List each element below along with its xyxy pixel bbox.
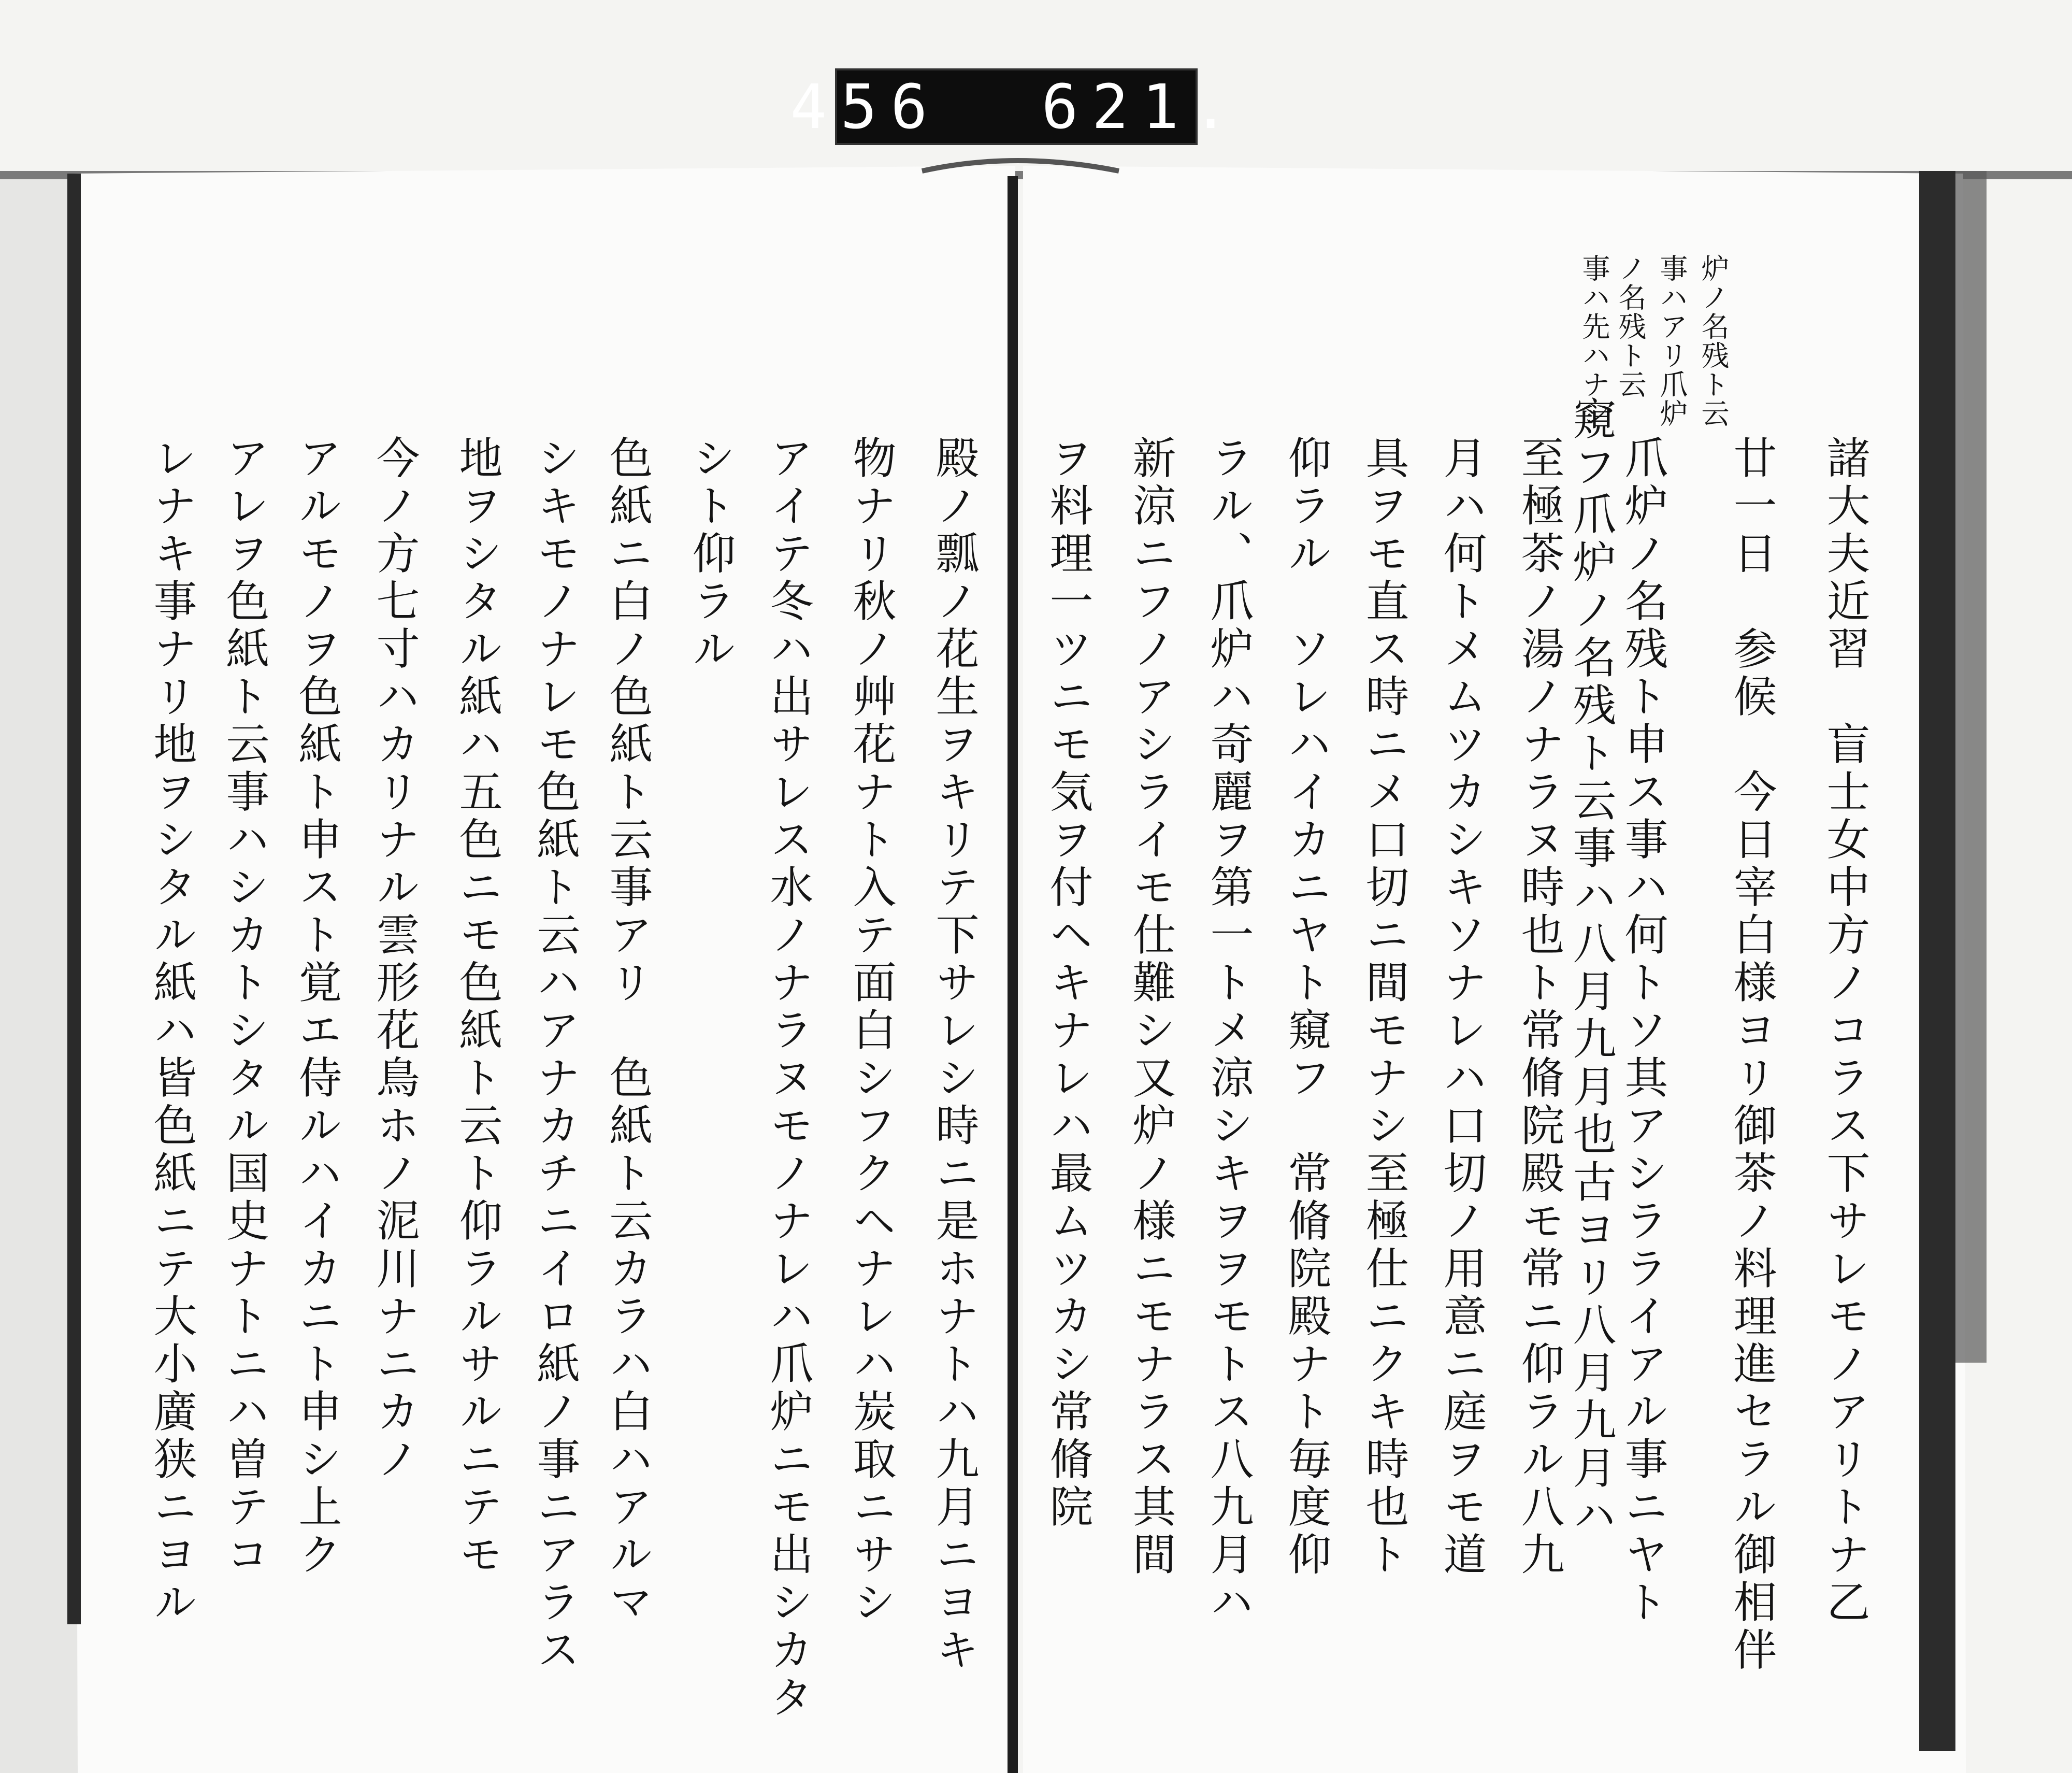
left-column-3: アイテ冬ハ出サレス水ノナラヌモノナレハ爪炉ニモ出シカタ [763, 435, 814, 1722]
left-column-6: シキモノナレモ色紙ト云ハアナカチニイロ紙ノ事ニアラス [530, 435, 581, 1675]
left-column-1: 殿ノ瓢ノ花生ヲキリテ下サレシ時ニ是ホナトハ九月ニヨキ [929, 435, 980, 1675]
right-column-6: 月ハ何トメムツカシキソナレハ口切ノ用意ニ庭ヲモ道 [1436, 435, 1487, 1579]
right-column-7: 具ヲモ直ス時ニメ口切ニ間モナシ至極仕ニクキ時也ト [1359, 435, 1409, 1579]
left-column-5: 色紙ニ白ノ色紙ト云事アリ 色紙ト云カラハ白ハアルマ [602, 435, 653, 1627]
left-page-edge [67, 174, 81, 1624]
margin-note-line-3: ノ名残ト云 [1614, 254, 1647, 399]
margin-note-line-1: 炉ノ名残ト云 [1697, 254, 1730, 428]
right-column-1: 諸大夫近習 盲士女中方ノコラス下サレモノアリトナ乙 [1820, 435, 1870, 1627]
left-column-9: アルモノヲ色紙ト申スト覚エ侍ルハイカニト申シ上ク [292, 435, 342, 1579]
right-column-5: 至極茶ノ湯ノナラヌ時也ト常脩院殿モ常ニ仰ラル八九 [1514, 435, 1565, 1579]
right-column-3: 爪炉ノ名残ト申ス事ハ何トソ其アシラライアル事ニヤト [1618, 435, 1668, 1627]
right-column-11: ヲ料理一ツニモ気ヲ付ヘキナレハ最ムツカシ常脩院 [1043, 435, 1093, 1532]
right-column-4: 窺フ爪炉ノ名残ト云事ハ八月九月也古ヨリ八月九月ハ [1566, 396, 1617, 1540]
right-column-10: 新涼ニフノアシライモ仕難シ又炉ノ様ニモナラス其間 [1126, 435, 1176, 1579]
left-column-4: シト仰ラル [685, 435, 736, 674]
archive-number-text: 456 621. [790, 71, 1243, 142]
left-column-8: 今ノ方七寸ハカリナル雲形花鳥ホノ泥川ナニカノ [369, 435, 420, 1484]
margin-note-line-4: 事ハ先ハナシ [1578, 254, 1610, 428]
right-column-2: 廿一日 参候 今日宰白様ヨリ御茶ノ料理進セラル御相伴 [1726, 435, 1777, 1675]
left-column-2: 物ナリ秋ノ艸花ナト入テ面白シフクヘナレハ炭取ニサシ [846, 435, 897, 1627]
left-column-10: アレヲ色紙ト云事ハシカトシタル国史ナトニハ曽テコ [219, 435, 270, 1579]
left-margin-shadow [0, 179, 78, 1773]
book-spine [1008, 176, 1018, 1773]
right-column-8: 仰ラル ソレハイカニヤト窺フ 常脩院殿ナト毎度仰 [1281, 435, 1332, 1579]
right-page-edge [1919, 171, 1955, 1751]
left-column-11: レナキ事ナリ地ヲシタル紙ハ皆色紙ニテ大小廣狭ニヨル [147, 435, 197, 1627]
right-column-9: ラル、爪炉ハ奇麗ヲ第一トメ涼シキヲヲモトス八九月ハ [1203, 435, 1254, 1627]
margin-note-line-2: 事ハアリ爪炉 [1656, 254, 1688, 428]
archive-number-label [790, 68, 1243, 145]
right-edge-shadow [1955, 171, 1987, 1363]
left-column-7: 地ヲシタル紙ハ五色ニモ色紙ト云ト仰ラルサルニテモ [452, 435, 503, 1579]
